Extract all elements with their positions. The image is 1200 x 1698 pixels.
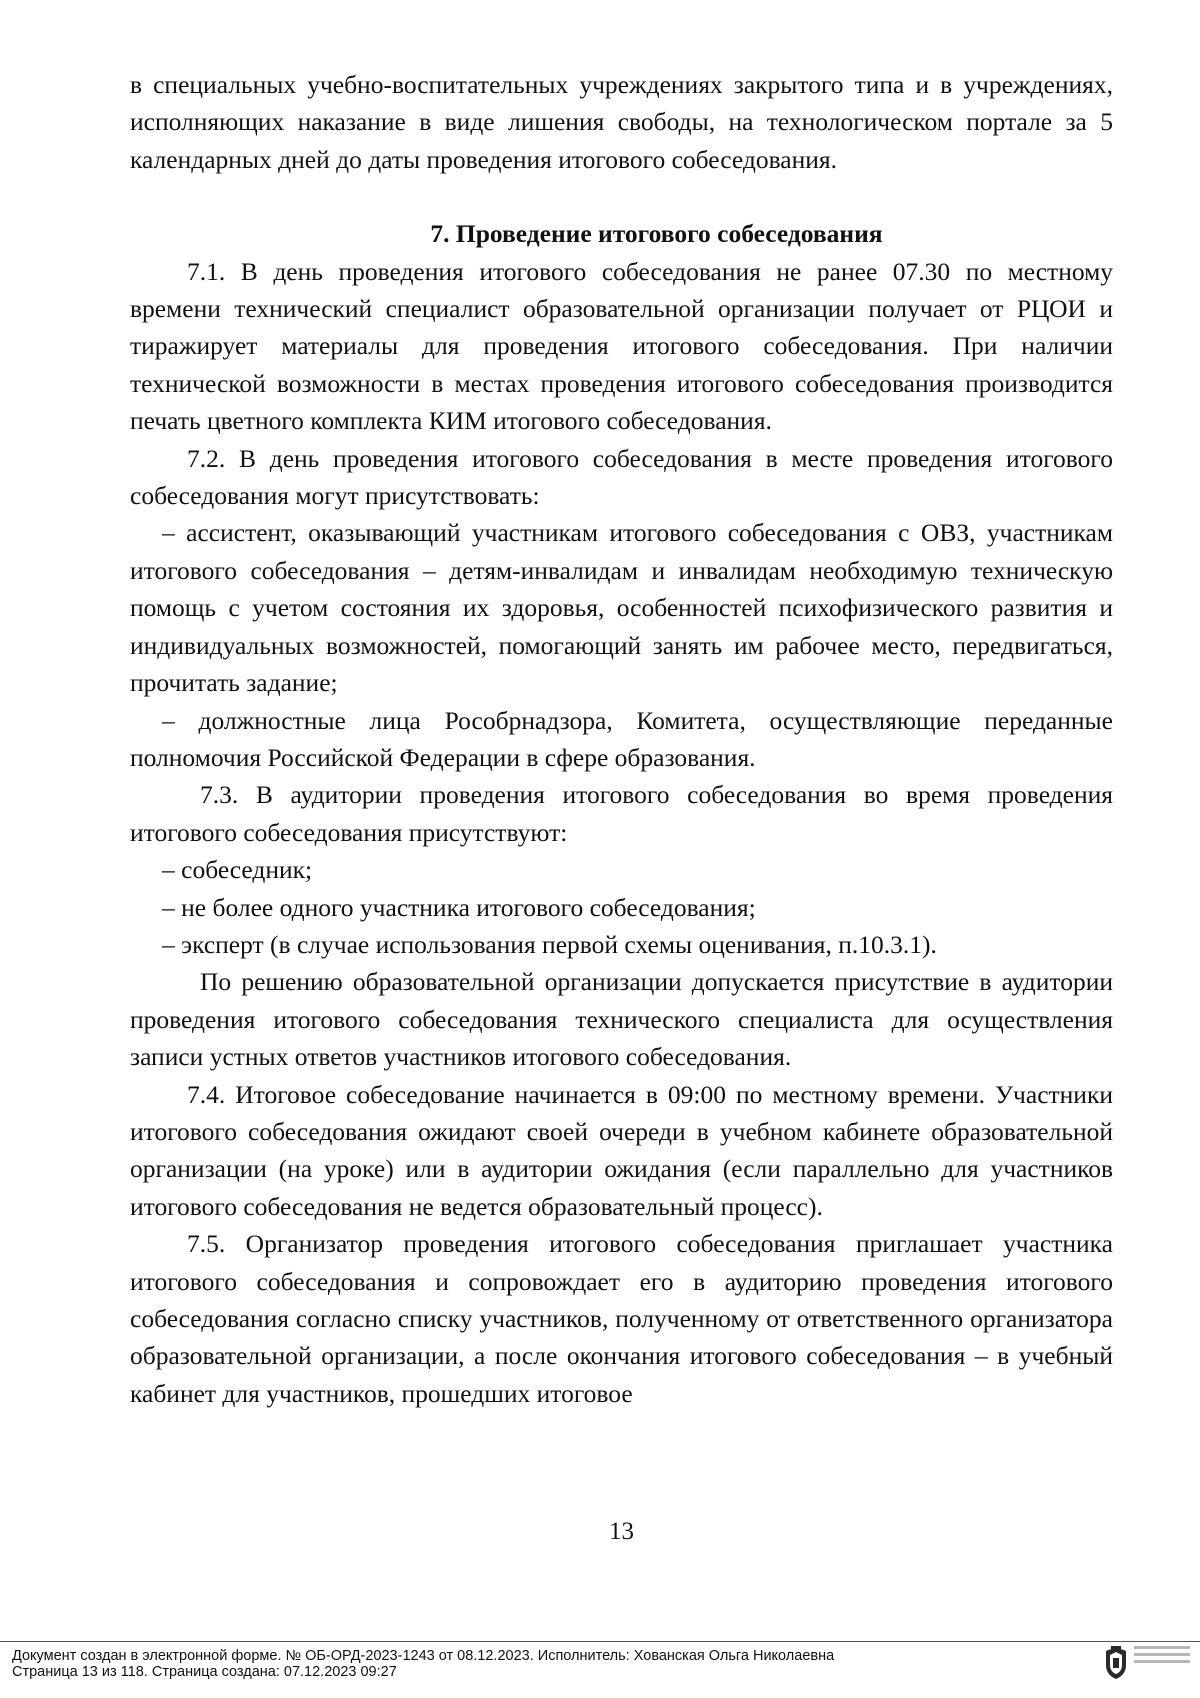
list-item-expert: – эксперт (в случае использования первой схемы оценивания, п.10.3.1).	[162, 929, 937, 959]
paragraph-7-3: 7.3. В аудитории проведения итогового собеседования во время проведения итогового собеседования присутствуют:	[130, 780, 1113, 847]
document-body	[130, 66, 1113, 1412]
list-item-participant: – не более одного участника итогового собеседования;	[162, 892, 756, 922]
coat-of-arms-icon	[1102, 1645, 1130, 1681]
logo-caption-line	[1134, 1646, 1190, 1649]
page-number: 13	[609, 1518, 634, 1545]
logo-caption-line	[1134, 1653, 1190, 1656]
list-item-assistant: – ассистент, оказывающий участникам итогового собеседования с ОВЗ, участникам итогового собеседования – детям-инвалидам и инвалидам необходимую техническую помощь с учетом состояния их здоровья, особенностей психофизического развития и индивидуальных возможностей, помогающий занять им рабочее место, передвигаться, прочитать задание;	[130, 518, 1113, 698]
paragraph-decision: По решению образовательной организации допускается присутствие в аудитории проведения итогового собеседования технического специалиста для осуществления записи устных ответов участников итогового собеседования.	[130, 967, 1113, 1072]
paragraph-continuation: в специальных учебно-воспитательных учреждениях закрытого типа и в учреждениях, исполняющих наказание в виде лишения свободы, на технологическом портале за 5 календарных дней до даты проведения итогового собеседования.	[130, 70, 1113, 174]
list-item-officials: – должностные лица Рособрнадзора, Комитета, осуществляющие переданные полномочия Российской Федерации в сфере образования.	[130, 705, 1113, 772]
list-item-interlocutor: – собеседник;	[162, 855, 313, 885]
footer-divider	[0, 1641, 1200, 1642]
footer-line-page: Страница 13 из 118. Страница создана: 07.12.2023 09:27	[12, 1664, 397, 1680]
paragraph-7-4: 7.4. Итоговое собеседование начинается в 09:00 по местному времени. Участники итогового собеседования ожидают своей очереди в учебном кабинете образовательной организации (на уроке) или в аудитории ожидания (если параллельно для участников итогового собеседования не ведется образовательный процесс).	[130, 1079, 1113, 1221]
paragraph-7-1: 7.1. В день проведения итогового собеседования не ранее 07.30 по местному времени технический специалист образовательной организации получает от РЦОИ и тиражирует материалы для проведения итогового собеседования. При наличии технической возможности в местах проведения итогового собеседования производится печать цветного комплекта КИМ итогового собеседования.	[130, 256, 1113, 436]
footer-stamp	[12, 1648, 834, 1680]
logo-caption-line	[1134, 1660, 1190, 1663]
footer-line-document: Документ создан в электронной форме. № ОБ-ОРД-2023-1243 от 08.12.2023. Исполнитель: Хованская Ольга Николаевна	[12, 1648, 835, 1664]
paragraph-7-2: 7.2. В день проведения итогового собеседования в месте проведения итогового собеседования могут присутствовать:	[130, 443, 1113, 511]
paragraph-7-5: 7.5. Организатор проведения итогового собеседования приглашает участника итогового собеседования и сопровождает его в аудиторию проведения итогового собеседования согласно списку участников, полученному от ответственного организатора образовательной организации, а после окончания итогового собеседования – в учебный кабинет для участников, прошедших итоговое	[130, 1229, 1113, 1408]
logo-caption	[1134, 1646, 1190, 1678]
section-heading: 7. Проведение итогового собеседования	[430, 219, 883, 249]
